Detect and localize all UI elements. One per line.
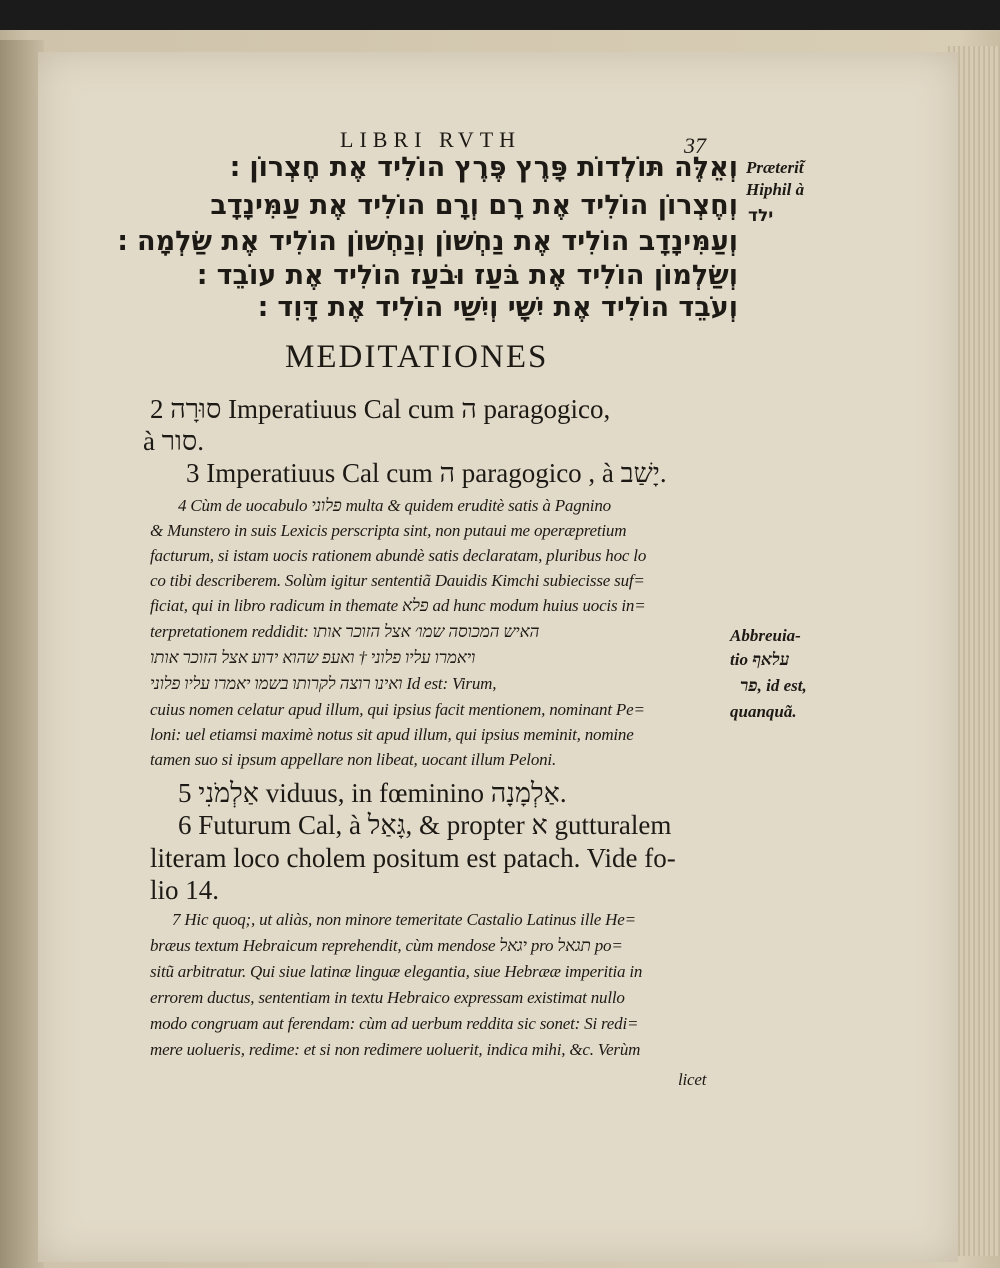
margin-note: ילד — [748, 206, 774, 226]
note-4-line: co tibi describerem. Solùm igitur sententiã Dauidis Kimchi subiecisse suf= — [150, 571, 645, 590]
margin-note: Abbreuia- — [730, 626, 801, 645]
hebrew-verse-line: וְאֵלֶּה תּוֹלְדוֹת פָּרֶץ פֶּרֶץ הוֹלִיד אֶת חֶצְרוֹן ׃ — [229, 152, 738, 183]
note-4-line: ויאמרו עליו פלוני † ואעפ שהוא ידוע אצל הזוכר אותו — [150, 648, 476, 667]
hebrew-verse-line: וְחֶצְרוֹן הוֹלִיד אֶת רָם וְרָם הוֹלִיד אֶת עַמִּינָדָב — [210, 190, 738, 221]
note-3: 3 Imperatiuus Cal cum ה paragogico , à יָשַׁב. — [186, 458, 667, 488]
note-4-line: ficiat, qui in libro radicum in themate פלא ad hunc modum huius uocis in= — [150, 596, 646, 615]
note-7-line: bræus textum Hebraicum reprehendit, cùm mendose יגאל pro תגאל po= — [150, 936, 623, 955]
note-7-line: modo congruam aut ferendam: cùm ad uerbum reddita sic sonet: Si redi= — [150, 1014, 639, 1033]
note-6-line: literam loco cholem positum est patach. Vide fo- — [150, 843, 676, 873]
margin-note: Præterit̃ — [746, 158, 804, 177]
note-7-line: sitũ arbitratur. Qui siue latinæ linguæ elegantia, siue Hebrææ imperitia in — [150, 962, 643, 981]
hebrew-verse-line: וְשַׂלְמוֹן הוֹלִיד אֶת בֹּעַז וּבֹעַז הוֹלִיד אֶת עוֹבֵד ׃ — [197, 260, 738, 291]
note-2-line-1: 2 סוּרָה Imperatiuus Cal cum ה paragogico, — [150, 394, 611, 424]
note-4-line: terpretationem reddidit: האיש המכוסה שמו׳ אצל הזוכר אותו — [150, 622, 540, 641]
note-7-line: mere uolueris, redime: et si non redimere uoluerit, indica mihi, &c. Verùm — [150, 1040, 641, 1059]
folio-number: 37 — [684, 133, 706, 158]
note-4-line: 4 Cùm de uocabulo פלוני multa & quidem eruditè satis à Pagnino — [178, 496, 611, 515]
margin-note: Hiphil à — [746, 180, 805, 199]
note-7-line: 7 Hic quoq;, ut aliàs, non minore temeritate Castalio Latinus ille He= — [172, 910, 636, 929]
note-6-line: lio 14. — [150, 875, 220, 905]
note-4-line: & Munstero in suis Lexicis perscripta sint, non putaui me operæpretium — [150, 521, 627, 540]
hebrew-verse-line: וְעֹבֵד הוֹלִיד אֶת יִשָׁי וְיִשַׁי הוֹלִיד אֶת דָּוִד ׃ — [257, 292, 738, 323]
margin-note: quanquã. — [730, 702, 797, 721]
margin-note: tio עלאף — [730, 650, 790, 669]
hebrew-verse-line: וְעַמִּינָדָב הוֹלִיד אֶת נַחְשׁוֹן וְנַחְשׁוֹן הוֹלִיד אֶת שַׂלְמָה ׃ — [117, 226, 738, 257]
note-7-line: errorem ductus, sententiam in textu Hebraico expressam existimat nullo — [150, 988, 625, 1007]
note-6-line: 6 Futurum Cal, à גָּאַל, & propter א gutturalem — [178, 810, 672, 840]
note-4-line: cuius nomen celatur apud illum, qui ipsius facit mentionem, nominant Pe= — [150, 700, 645, 719]
note-4-line: loni: uel etiamsi maximè notus sit apud illum, qui ipsius meminit, nomine — [150, 725, 634, 744]
note-4-line: ואינו רוצה לקרותו בשמו יאמרו עליו פלוני Id est: Virum, — [150, 674, 497, 693]
note-4-line: tamen suo si ipsum appellare non libeat, uocant illum Peloni. — [150, 750, 556, 769]
note-2-line-2: à סור. — [143, 426, 205, 456]
note-5: 5 אַלְמֹנִי viduus, in fœminino אַלְמָנָה. — [178, 778, 567, 808]
margin-note: פר, id est, — [740, 676, 807, 695]
note-4-line: facturum, si istam uocis rationem abundè satis declaratam, pluribus hoc lo — [150, 546, 647, 565]
catchword: licet — [678, 1070, 707, 1089]
section-heading: MEDITATIONES — [285, 339, 549, 375]
running-head: LIBRI RVTH — [340, 127, 522, 152]
